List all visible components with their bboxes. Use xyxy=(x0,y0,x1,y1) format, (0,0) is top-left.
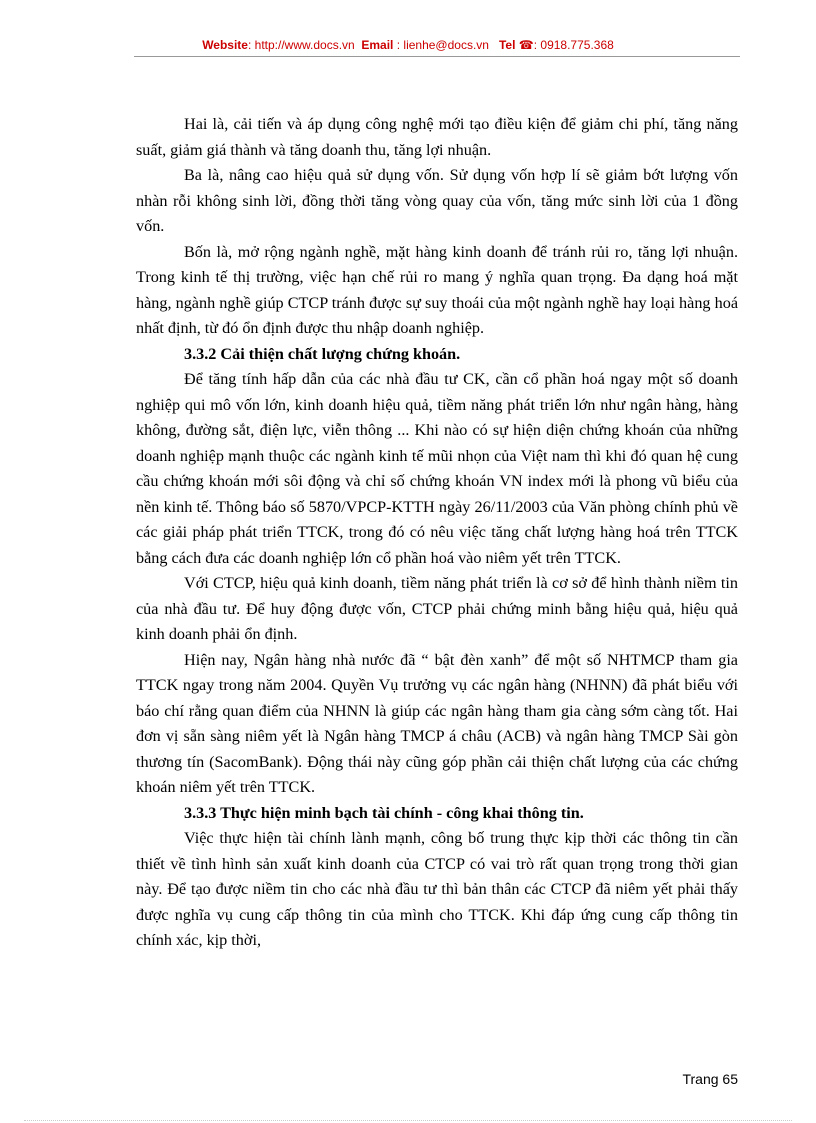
document-body xyxy=(136,112,738,954)
paragraph: Ba là, nâng cao hiệu quả sử dụng vốn. Sử dụng vốn hợp lí sẽ giảm bớt lượng vốn nhàn rỗi không sinh lời, đồng thời tăng vòng quay của vốn, tăng mức sinh lời của 1 đồng vốn. xyxy=(136,166,738,235)
email-value[interactable]: : lienhe@docs.vn xyxy=(396,38,489,52)
website-label: Website xyxy=(202,38,248,52)
page-number: Trang 65 xyxy=(682,1071,738,1087)
paragraph: Việc thực hiện tài chính lành mạnh, công bố trung thực kịp thời các thông tin cần thiết về tình hình sản xuất kinh doanh của CTCP có vai trò rất quan trọng trong thời gian này. Để tạo được niềm tin cho các nhà đầu tư thì bản thân các CTCP đã niêm yết phải thấy được nghĩa vụ cung cấp thông tin của mình cho TTCK. Khi đáp ứng cung cấp thông tin chính xác, kịp thời, xyxy=(136,829,738,949)
header-divider xyxy=(134,56,740,57)
paragraph: Bốn là, mở rộng ngành nghề, mặt hàng kinh doanh để tránh rủi ro, tăng lợi nhuận. Trong kinh tế thị trường, việc hạn chế rủi ro mang ý nghĩa quan trọng. Đa dạng hoá mặt hàng, ngành nghề giúp CTCP tránh được sự suy thoái của một ngành nghề hay loại hàng hoá nhất định, từ đó ổn định được thu nhập doanh nghiệp. xyxy=(136,242,738,337)
email-label: Email xyxy=(361,38,394,52)
tel-label: Tel xyxy=(498,38,516,52)
phone-icon: ☎ xyxy=(518,38,534,52)
section-heading-3-3-2: 3.3.2 Cải thiện chất lượng chứng khoán. xyxy=(184,344,461,363)
paragraph: Hai là, cải tiến và áp dụng công nghệ mới tạo điều kiện để giảm chi phí, tăng năng suất, giảm giá thành và tăng doanh thu, tăng lợi nhuận. xyxy=(136,115,738,159)
paragraph: Để tăng tính hấp dẫn của các nhà đầu tư CK, cần cổ phần hoá ngay một số doanh nghiệp qui mô vốn lớn, kinh doanh hiệu quả, tiềm năng phát triển lớn như ngân hàng, hàng không, đường sắt, điện lực, viễn thông ... Khi nào có sự hiện diện chứng khoán của những doanh nghiệp mạnh thuộc các ngành kinh tế mũi nhọn của Việt nam thì khi đó quan hệ cung cầu chứng khoán mới sôi động và chỉ số chứng khoán VN index mới là phong vũ biểu của nền kinh tế. Thông báo số 5870/VPCP-KTTH ngày 26/11/2003 của Văn phòng chính phủ về các giải pháp phát triển TTCK, trong đó có nêu việc tăng chất lượng hàng hoá trên TTCK bằng cách đưa các doanh nghiệp lớn cổ phần hoá vào niêm yết trên TTCK. xyxy=(136,370,738,567)
page-header xyxy=(0,38,816,52)
website-value[interactable]: : http://www.docs.vn xyxy=(247,38,355,52)
tel-value: : 0918.775.368 xyxy=(533,38,614,52)
section-heading-3-3-3: 3.3.3 Thực hiện minh bạch tài chính - công khai thông tin. xyxy=(184,803,584,822)
paragraph: Với CTCP, hiệu quả kinh doanh, tiềm năng phát triển là cơ sở để hình thành niềm tin của nhà đầu tư. Để huy động được vốn, CTCP phải chứng minh bằng hiệu quả, hiệu quả kinh doanh phải ổn định. xyxy=(136,574,738,643)
page-bottom-border xyxy=(24,1120,792,1121)
paragraph: Hiện nay, Ngân hàng nhà nước đã “ bật đèn xanh” để một số NHTMCP tham gia TTCK ngay trong năm 2004. Quyền Vụ trưởng vụ các ngân hàng (NHNN) đã phát biểu với báo chí rằng quan điểm của NHNN là giúp các ngân hàng tham gia càng sớm càng tốt. Hai đơn vị sẵn sàng niêm yết là Ngân hàng TMCP á châu (ACB) và ngân hàng TMCP Sài gòn thương tín (SacomBank). Động thái này cũng góp phần cải thiện chất lượng của các chứng khoán niêm yết trên TTCK. xyxy=(136,650,738,796)
